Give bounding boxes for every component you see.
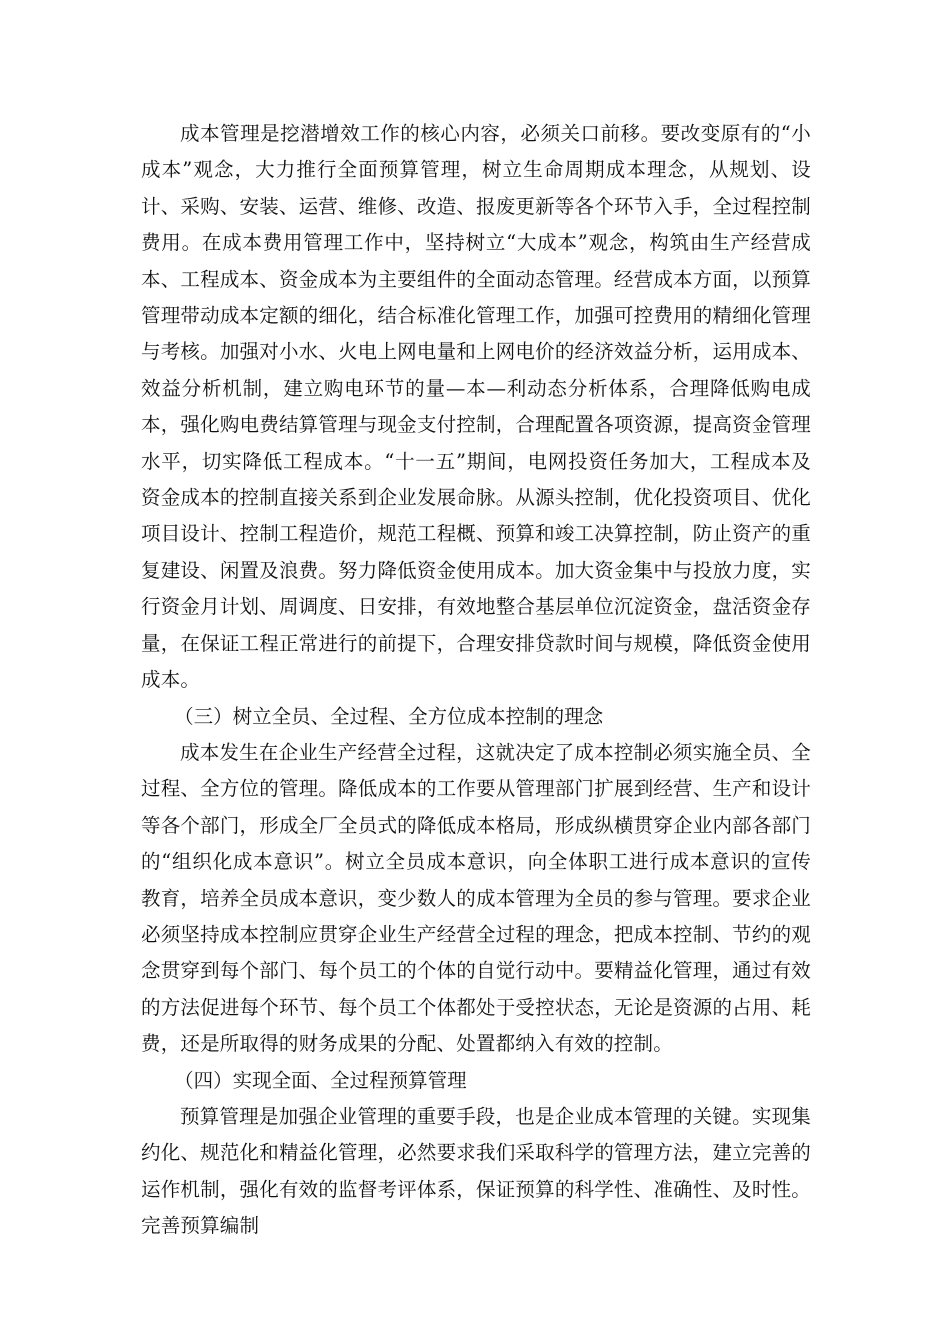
paragraph-budget-management: 预算管理是加强企业管理的重要手段，也是企业成本管理的关键。实现集约化、规范化和精益化管理，必然要求我们采取科学的管理方法，建立完善的运作机制，强化有效的监督考评体系，保证预算的科学性、准确性、及时性。完善预算编制	[141, 1104, 811, 1238]
paragraph-full-cost-control: 成本发生在企业生产经营全过程，这就决定了成本控制必须实施全员、全过程、全方位的管理。降低成本的工作要从管理部门扩展到经营、生产和设计等各个部门，形成全厂全员式的降低成本格局，形成纵横贯穿企业内部各部门的“组织化成本意识”。树立全员成本意识，向全体职工进行成本意识的宣传教育，培养全员成本意识，变少数人的成本管理为全员的参与管理。要求企业必须坚持成本控制应贯穿企业生产经营全过程的理念，把成本控制、节约的观念贯穿到每个部门、每个员工的个体的自觉行动中。要精益化管理，通过有效的方法促进每个环节、每个员工个体都处于受控状态，无论是资源的占用、耗费，还是所取得的财务成果的分配、处置都纳入有效的控制。	[141, 740, 811, 1056]
document-body	[141, 116, 811, 1245]
paragraph-cost-management: 成本管理是挖潜增效工作的核心内容，必须关口前移。要改变原有的“小成本”观念，大力推行全面预算管理，树立生命周期成本理念，从规划、设计、采购、安装、运营、维修、改造、报废更新等各个环节入手，全过程控制费用。在成本费用管理工作中，坚持树立“大成本”观念，构筑由生产经营成本、工程成本、资金成本为主要组件的全面动态管理。经营成本方面，以预算管理带动成本定额的细化，结合标准化管理工作，加强可控费用的精细化管理与考核。加强对小水、火电上网电量和上网电价的经济效益分析，运用成本、效益分析机制，建立购电环节的量—本—利动态分析体系，合理降低购电成本，强化购电费结算管理与现金支付控制，合理配置各项资源，提高资金管理水平，切实降低工程成本。“十一五”期间，电网投资任务加大，工程成本及资金成本的控制直接关系到企业发展命脉。从源头控制，优化投资项目、优化项目设计、控制工程造价，规范工程概、预算和竣工决算控制，防止资产的重复建设、闲置及浪费。努力降低资金使用成本。加大资金集中与投放力度，实行资金月计划、周调度、日安排，有效地整合基层单位沉淀资金，盘活资金存量，在保证工程正常进行的前提下，合理安排贷款时间与规模，降低资金使用成本。	[141, 122, 811, 692]
section-heading-3: （三）树立全员、全过程、全方位成本控制的理念	[174, 704, 604, 728]
section-heading-4: （四）实现全面、全过程预算管理	[174, 1068, 467, 1092]
